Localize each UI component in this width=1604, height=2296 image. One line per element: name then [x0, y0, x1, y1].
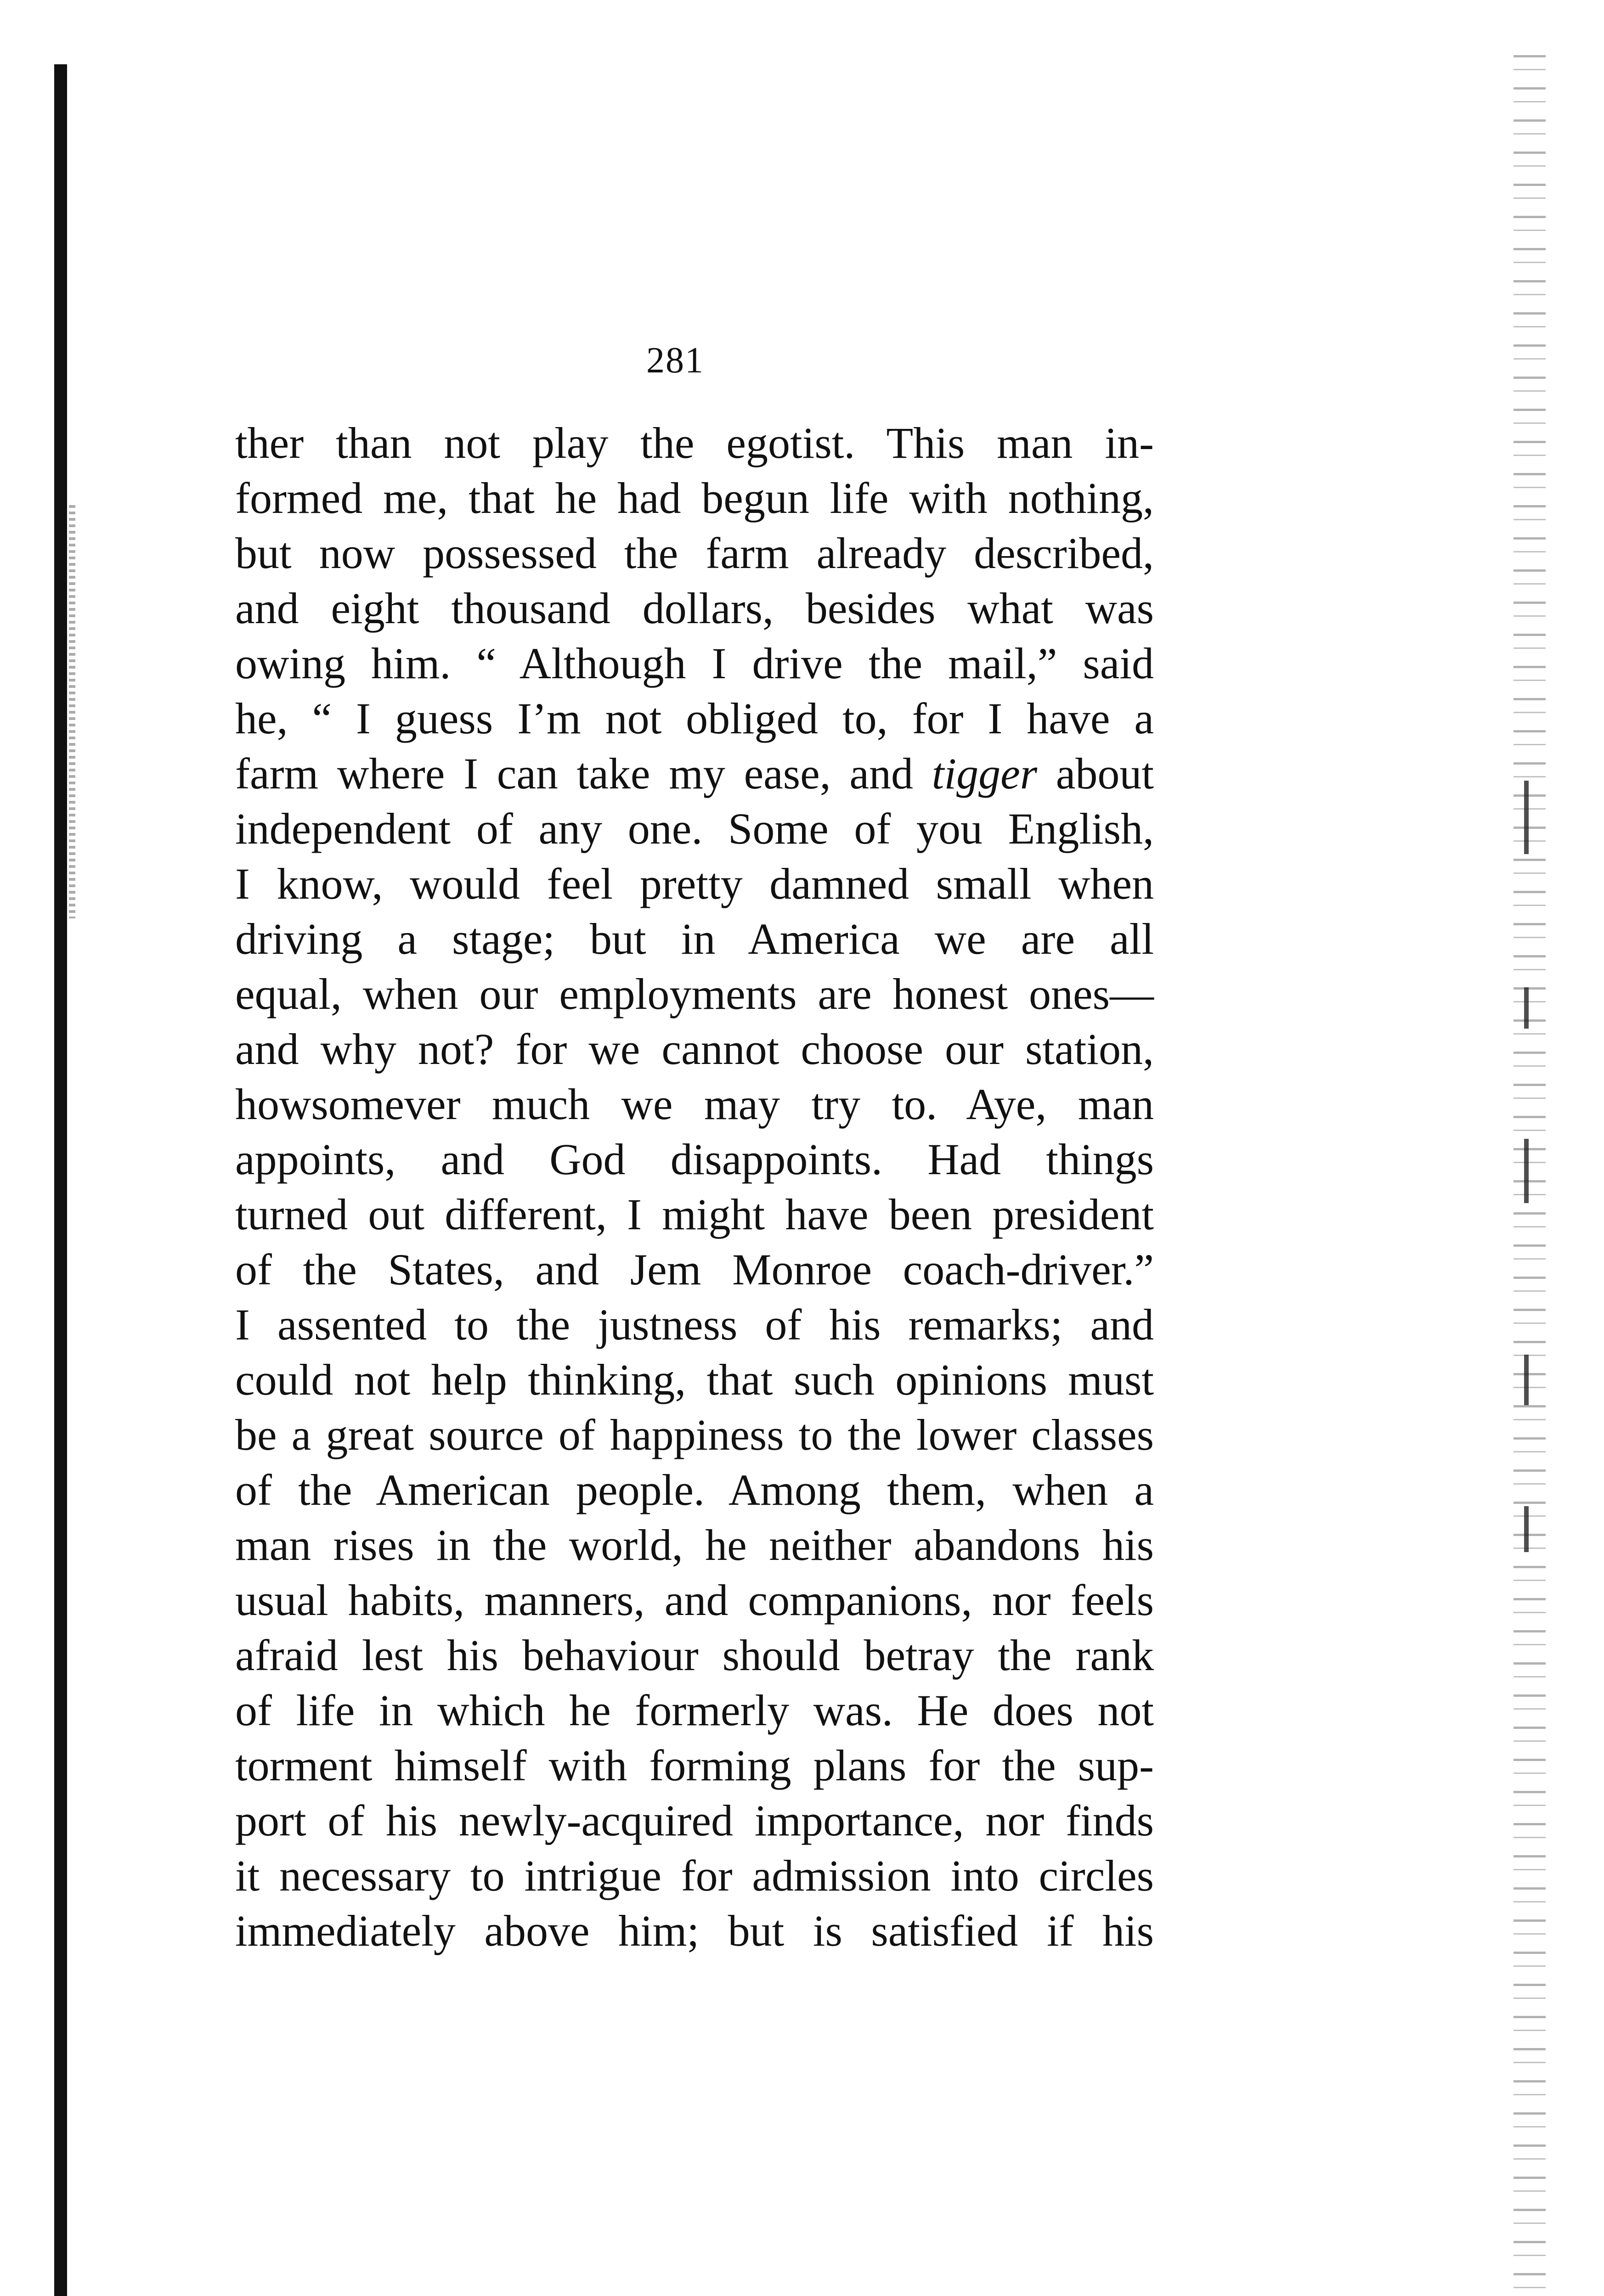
- text-line: could not help thinking, that such opinions must: [235, 1355, 1154, 1404]
- text-line: I know, would feel pretty damned small when: [235, 859, 1154, 908]
- text-line: of life in which he formerly was. He does not: [235, 1686, 1154, 1735]
- binding-edge-left: [54, 64, 67, 2296]
- text-line: torment himself with forming plans for the sup-: [235, 1741, 1154, 1790]
- italic-word: tigger: [932, 749, 1038, 798]
- text-line: equal, when our employments are honest ones—: [235, 969, 1154, 1019]
- text-line: appoints, and God disappoints. Had things: [235, 1135, 1154, 1184]
- page-edge-mark: [1524, 1139, 1529, 1203]
- page-edge-mark: [1524, 1355, 1529, 1405]
- text-line: howsomever much we may try to. Aye, man: [235, 1080, 1154, 1129]
- text-line: usual habits, manners, and companions, nor feels: [235, 1576, 1154, 1625]
- text-line: and eight thousand dollars, besides what was: [235, 584, 1154, 633]
- text-line: immediately above him; but is satisfied if his: [235, 1906, 1154, 1955]
- text-line: of the American people. Among them, when a: [235, 1465, 1154, 1514]
- text-line: afraid lest his behaviour should betray the rank: [235, 1631, 1154, 1680]
- text-line: formed me, that he had begun life with nothing,: [235, 473, 1154, 523]
- text-line: turned out different, I might have been president: [235, 1190, 1154, 1239]
- text-line: I assented to the justness of his remarks; and: [235, 1300, 1154, 1349]
- page-edge-mark: [1524, 781, 1529, 854]
- text-line: be a great source of happiness to the lower classes: [235, 1410, 1154, 1459]
- text-line: but now possessed the farm already described,: [235, 529, 1154, 578]
- page-edge-mark: [1524, 987, 1529, 1029]
- text-line: owing him. “ Although I drive the mail,” said: [235, 639, 1154, 688]
- text-line: and why not? for we cannot choose our station,: [235, 1024, 1154, 1074]
- text-line: man rises in the world, he neither abandons his: [235, 1520, 1154, 1570]
- text-line: he, “ I guess I’m not obliged to, for I have a: [235, 694, 1154, 743]
- text-segment: farm where I can take my ease, and: [235, 749, 932, 798]
- page-edge-mark: [1524, 1506, 1529, 1552]
- text-line: driving a stage; but in America we are all: [235, 914, 1154, 963]
- text-line: of the States, and Jem Monroe coach-driver.”: [235, 1245, 1154, 1294]
- page-number: 281: [646, 340, 704, 381]
- text-line: port of his newly-acquired importance, nor finds: [235, 1796, 1154, 1845]
- text-line: independent of any one. Some of you English,: [235, 804, 1154, 853]
- page-edge-right: [1514, 55, 1546, 2296]
- text-line: [235, 746, 1154, 801]
- body-text: [235, 416, 1154, 1958]
- text-segment: about: [1037, 749, 1154, 798]
- binding-shadow: [69, 505, 75, 918]
- text-line: it necessary to intrigue for admission into circles: [235, 1851, 1154, 1900]
- text-line: ther than not play the egotist. This man in-: [235, 418, 1154, 467]
